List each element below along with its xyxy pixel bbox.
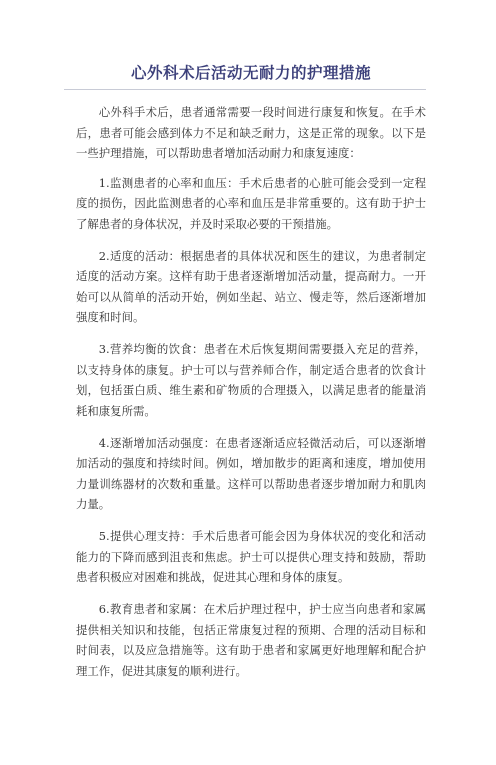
measure-3-paragraph: 3.营养均衡的饮食：患者在术后恢复期间需要摄入充足的营养，以支持身体的康复。护士可以与营养师合作，制定适合患者的饮食计划，包括蛋白质、维生素和矿物质的合理摄入，以满足患者的能量消耗和康复所需。 (76, 342, 426, 418)
measure-1-paragraph: 1.监测患者的心率和血压：手术后患者的心脏可能会受到一定程度的损伤，因此监测患者的心率和血压是非常重要的。这有助于护士了解患者的身体状况，并及时采取必要的干预措施。 (76, 175, 426, 231)
document-body (76, 102, 426, 681)
intro-paragraph: 心外科手术后，患者通常需要一段时间进行康复和恢复。在手术后，患者可能会感到体力不足和缺乏耐力，这是正常的现象。以下是一些护理措施，可以帮助患者增加活动耐力和康复速度： (76, 105, 426, 160)
measure-2-paragraph: 2.适度的活动：根据患者的具体状况和医生的建议，为患者制定适度的活动方案。这样有助于患者逐渐增加活动量，提高耐力。一开始可以从简单的活动开始，例如坐起、站立、慢走等，然后逐渐增加强度和时间。 (76, 248, 426, 324)
measure-4-paragraph: 4.逐渐增加活动强度：在患者逐渐适应轻微活动后，可以逐渐增加活动的强度和持续时间。例如，增加散步的距离和速度，增加使用力量训练器材的次数和重量。这样可以帮助患者逐步增加耐力和肌肉力量。 (76, 435, 426, 511)
document-page (0, 63, 496, 765)
document-title: 心外科术后活动无耐力的护理措施 (130, 63, 371, 82)
title-divider (64, 89, 426, 90)
measure-5-paragraph: 5.提供心理支持：手术后患者可能会因为身体状况的变化和活动能力的下降而感到沮丧和焦虑。护士可以提供心理支持和鼓励，帮助患者积极应对困难和挑战，促进其心理和身体的康复。 (76, 529, 426, 584)
measure-6-paragraph: 6.教育患者和家属：在术后护理过程中，护士应当向患者和家属提供相关知识和技能，包括正常康复过程的预期、合理的活动目标和时间表，以及应急措施等。这有助于患者和家属更好地理解和配合护理工作，促进其康复的顺利进行。 (76, 602, 426, 678)
